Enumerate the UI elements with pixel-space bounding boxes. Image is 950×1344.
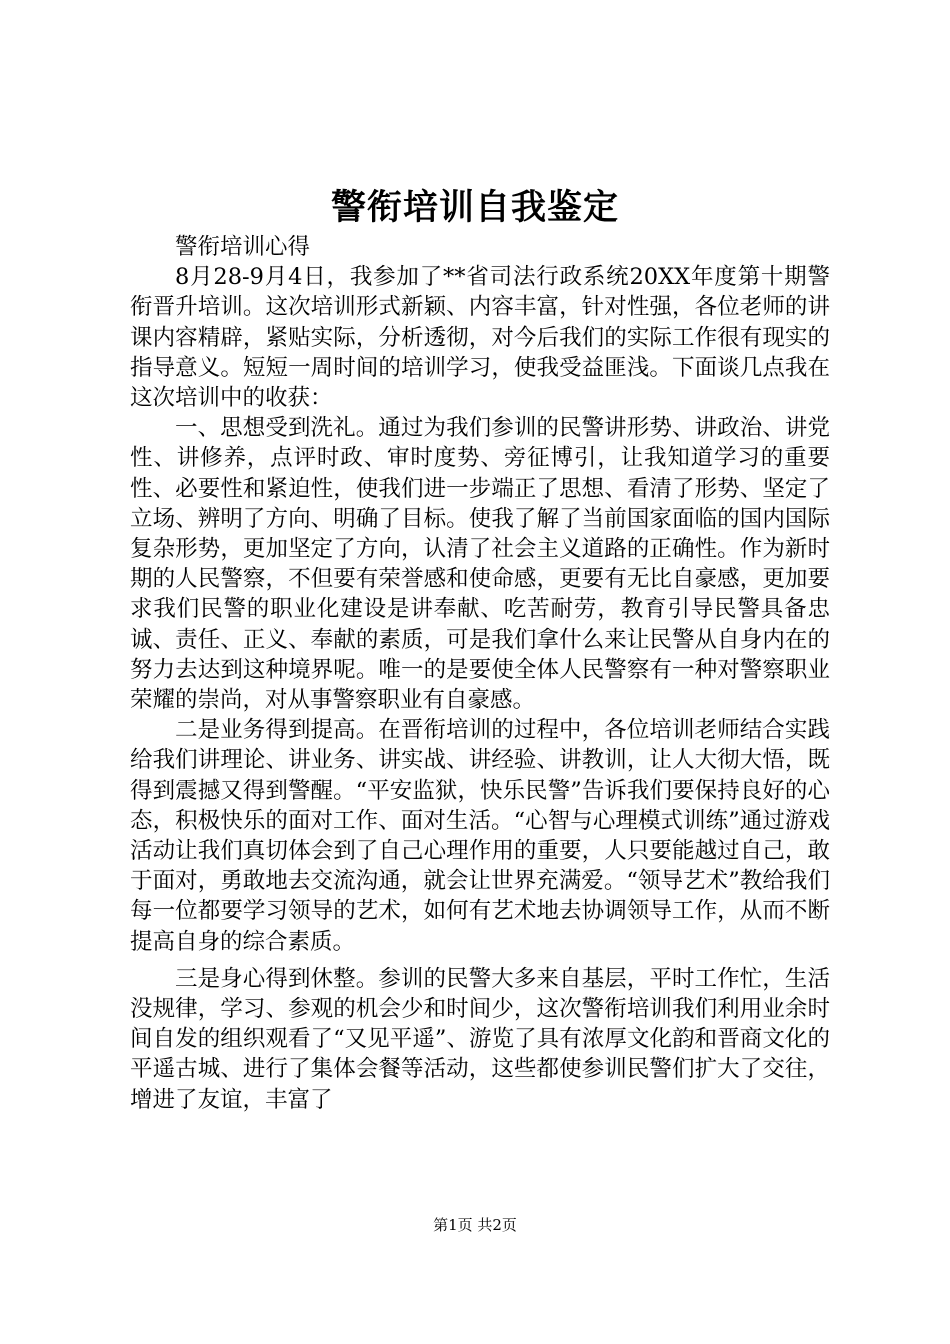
- paragraph-intro: 8月28-9月4日，我参加了**省司法行政系统20XX年度第十期警衔晋升培训。这次培训形式新颖、内容丰富，针对性强，各位老师的讲课内容精辟，紧贴实际，分析透彻，对今后我们的实际工作很有现实的指导意义。短短一周时间的培训学习，使我受益匪浅。下面谈几点我在这次培训中的收获：: [130, 264, 830, 412]
- paragraph-point-three: 三是身心得到休整。参训的民警大多来自基层，平时工作忙，生活没规律，学习、参观的机会少和时间少，这次警衔培训我们利用业余时间自发的组织观看了“又见平遥”、游览了具有浓厚文化韵和晋商文化的平遥古城、进行了集体会餐等活动，这些都使参训民警们扩大了交往，增进了友谊，丰富了: [130, 965, 830, 1113]
- page-number-footer: 第1页 共2页: [433, 1216, 517, 1234]
- paragraph-point-one: 一、思想受到洗礼。通过为我们参训的民警讲形势、讲政治、讲党性、讲修养，点评时政、审时度势、旁征博引，让我知道学习的重要性、必要性和紧迫性，使我们进一步端正了思想、看清了形势、坚定了立场、辨明了方向、明确了目标。使我了解了当前国家面临的国内国际复杂形势，更加坚定了方向，认清了社会主义道路的正确性。作为新时期的人民警察，不但要有荣誉感和使命感，更要有无比自豪感，更加要求我们民警的职业化建设是讲奉献、吃苦耐劳，教育引导民警具备忠诚、责任、正义、奉献的素质，可是我们拿什么来让民警从自身内在的努力去达到这种境界呢。唯一的是要使全体人民警察有一种对警察职业荣耀的崇尚，对从事警察职业有自豪感。: [130, 415, 830, 714]
- paragraph-point-two: 二是业务得到提高。在晋衔培训的过程中，各位培训老师结合实践给我们讲理论、讲业务、讲实战、讲经验、讲教训，让人大彻大悟，既得到震撼又得到警醒。“平安监狱，快乐民警”告诉我们要保持良好的心态，积极快乐的面对工作、面对生活。“心智与心理模式训练”通过游戏活动让我们真切体会到了自己心理作用的重要，人只要能越过自己，敢于面对，勇敢地去交流沟通，就会让世界充满爱。“领导艺术”教给我们每一位都要学习领导的艺术，如何有艺术地去协调领导工作，从而不断提高自身的综合素质。: [130, 717, 830, 955]
- document-title: 警衔培训自我鉴定: [330, 187, 619, 228]
- document-body: [130, 232, 830, 1115]
- paragraph-subtitle: 警衔培训心得: [175, 234, 311, 260]
